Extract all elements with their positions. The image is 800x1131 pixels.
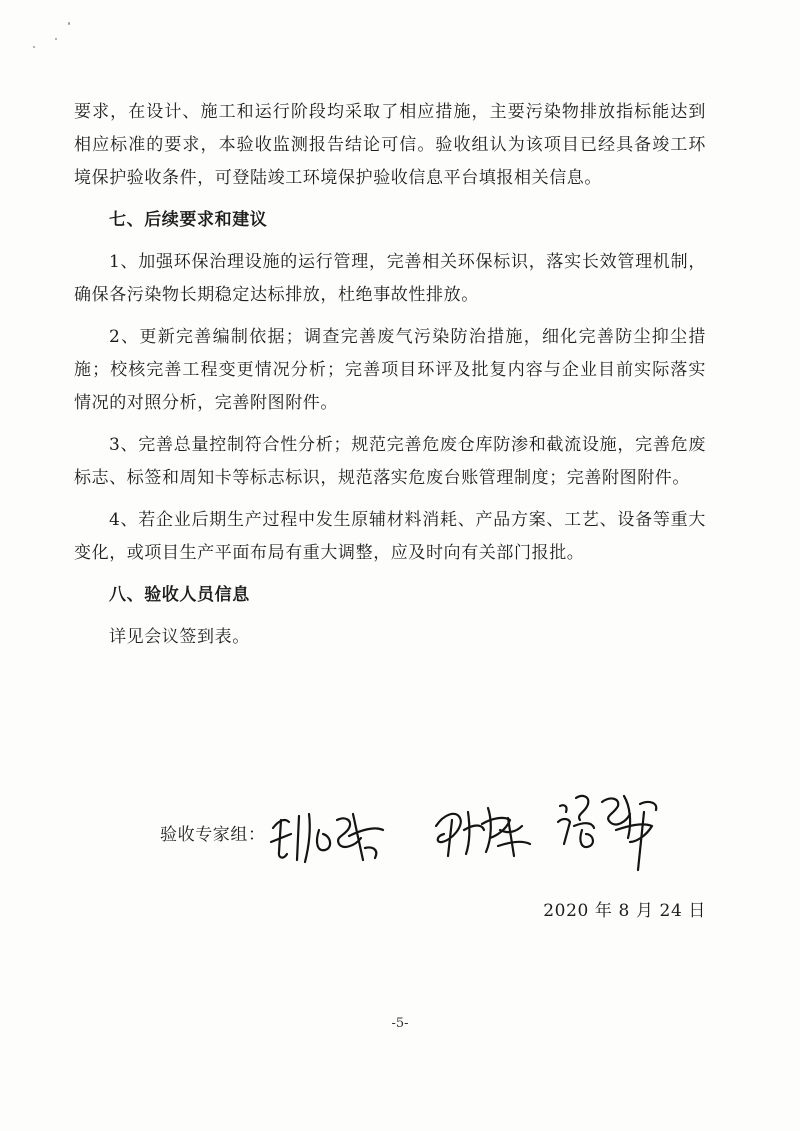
signature-row: [160, 790, 680, 870]
paragraph-item-3: 3、完善总量控制符合性分析；规范完善危废仓库防渗和截流设施，完善危废标志、标签和周知卡等标志标识，规范落实危废台账管理制度；完善附图附件。: [74, 435, 706, 488]
scan-speck: [33, 46, 35, 48]
scan-speck: [55, 38, 57, 40]
handwritten-signature-2: [430, 790, 535, 865]
section-heading-follow-up: 七、后续要求和建议: [109, 210, 268, 230]
paragraph-item-1: 1、加强环保治理设施的运行管理，完善相关环保标识，落实长效管理机制，确保各污染物长期稳定达标排放，杜绝事故性排放。: [74, 252, 706, 305]
paragraph-item-4: 4、若企业后期生产过程中发生原辅材料消耗、产品方案、工艺、设备等重大变化，或项目生产平面布局有重大调整，应及时向有关部门报批。: [74, 510, 706, 563]
section-heading-personnel: 八、验收人员信息: [109, 585, 250, 605]
paragraph-item-2: 2、更新完善编制依据；调查完善废气污染防治措施，细化完善防尘抑尘措施；校核完善工程变更情况分析；完善项目环评及批复内容与企业目前实际落实情况的对照分析，完善附图附件。: [74, 327, 706, 413]
document-body: [74, 96, 706, 654]
signature-label: 验收专家组：: [160, 825, 266, 845]
paragraph-see-signin: 详见会议签到表。: [109, 627, 250, 647]
document-date: 2020 年 8 月 24 日: [543, 901, 706, 921]
page-number: -5-: [391, 1016, 409, 1031]
scan-speck: [68, 22, 70, 25]
paragraph-conclusion: 要求，在设计、施工和运行阶段均采取了相应措施，主要污染物排放指标能达到相应标准的要求，本验收监测报告结论可信。验收组认为该项目已经具备竣工环境保护验收条件，可登陆竣工环境保护验收信息平台填报相关信息。: [74, 102, 706, 188]
handwritten-signature-3: [552, 782, 672, 874]
handwritten-signature-1: [265, 790, 390, 870]
